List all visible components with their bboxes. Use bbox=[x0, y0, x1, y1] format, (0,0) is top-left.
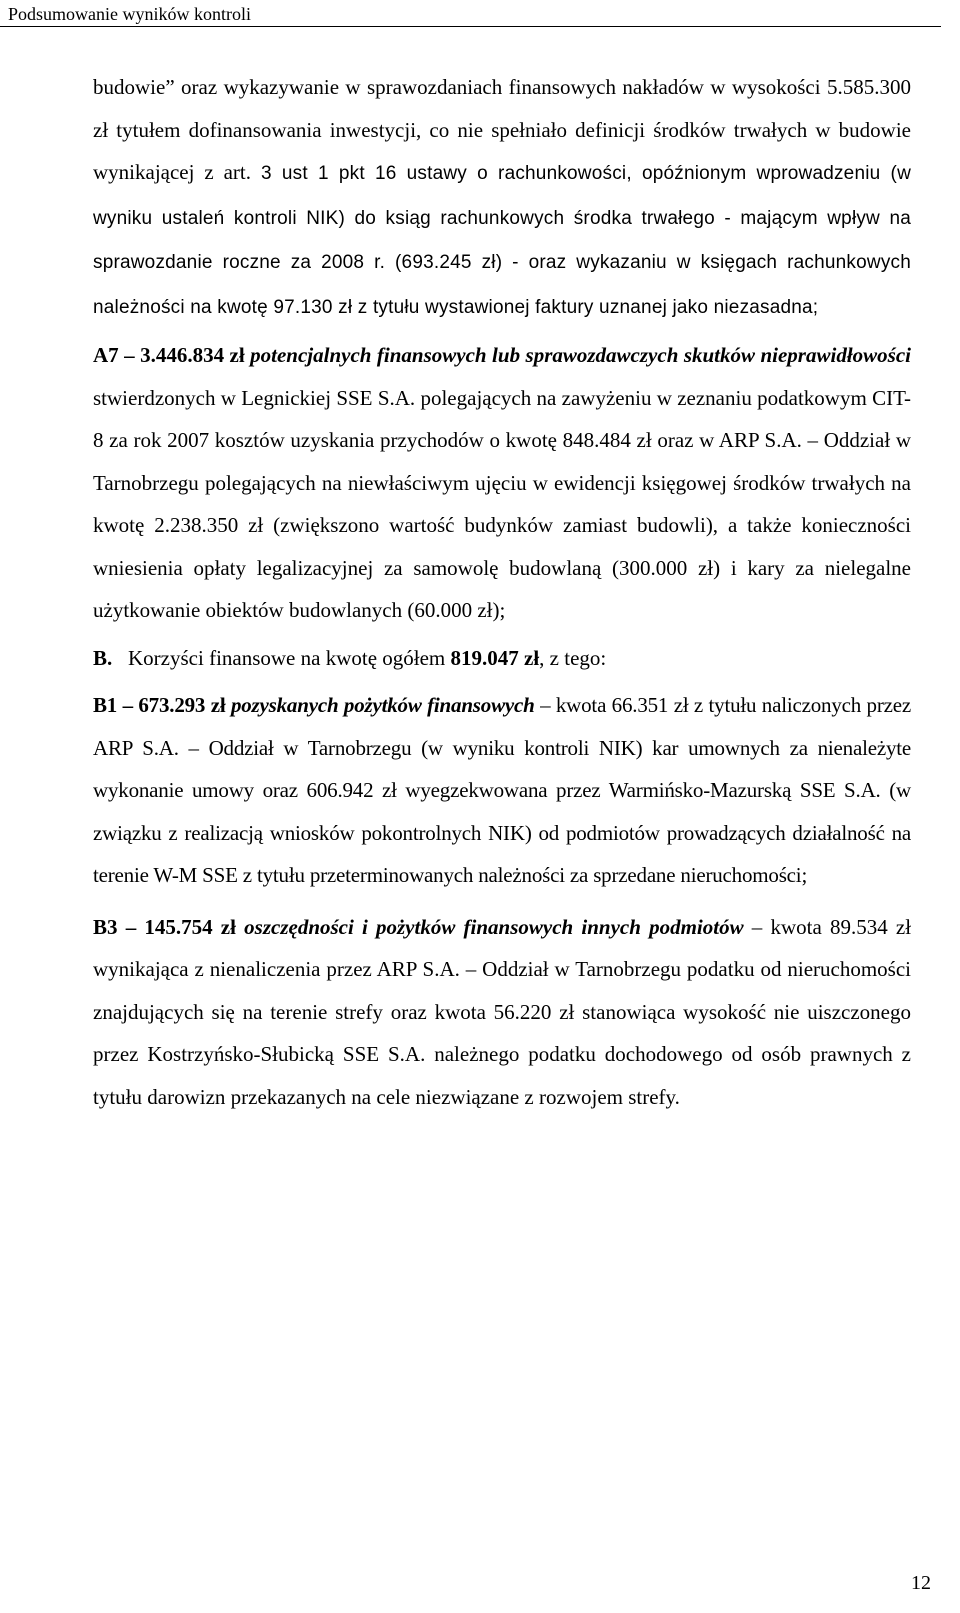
item-b1-amount: 673.293 zł bbox=[138, 693, 226, 717]
item-b-label: B. bbox=[93, 645, 113, 670]
paragraph-continuation-part-2: 3 ust 1 pkt 16 ustawy o rachunkowości, opóźnionym wprowadzeniu (w wyniku ustaleń kontroli NIK) do ksiąg rachunkowych środka trwałego - mającym wpływ na sprawozdanie roczne za 2008 r. (693.245 zł) - oraz wykazaniu w księgach rachunkowych należności na kwotę 97.130 zł z tytułu wystawionej faktury uznanej jako niezasadna; bbox=[93, 163, 911, 318]
item-b3-dash: – bbox=[117, 914, 145, 939]
item-a7-heading: potencjalnych finansowych lub sprawozdawczych skutków nieprawidłowości bbox=[250, 343, 911, 367]
item-b3-label: B3 bbox=[93, 914, 118, 939]
item-a7-text: stwierdzonych w Legnickiej SSE S.A. polegających na zawyżeniu w zeznaniu podatkowym CIT-8 za rok 2007 kosztów uzyskania przychodów o kwotę 848.484 zł oraz w ARP S.A. – Oddział w Tarnobrzegu polegających na niewłaściwym ujęciu w ewidencji księgowej środków trwałych na kwotę 2.238.350 zł (zwiększono wartość budynków zamiast budowli), a także konieczności wniesienia opłaty legalizacyjnej za samowolę budowlaną (300.000 zł) i kary za nielegalne użytkowanie obiektów budowlanych (60.000 zł); bbox=[93, 385, 911, 622]
item-a7 bbox=[93, 334, 911, 632]
paragraph-continuation-part-1: budowie” oraz wykazywanie w sprawozdaniach finansowych nakładów w wysokości 5.585.300 zł tytułem dofinansowania inwestycji, co nie spełniało definicji środków trwałych w budowie wynikającej z art. bbox=[93, 75, 911, 184]
item-b1-label: B1 bbox=[93, 693, 118, 717]
item-b bbox=[93, 637, 911, 680]
item-b1 bbox=[93, 684, 911, 897]
item-b3-heading: oszczędności i pożytków finansowych innych podmiotów bbox=[244, 914, 744, 939]
item-a7-dash: – bbox=[118, 343, 141, 367]
header-rule bbox=[0, 26, 941, 27]
paragraph-continuation bbox=[93, 66, 911, 329]
item-a7-amount: 3.446.834 zł bbox=[140, 343, 245, 367]
item-a7-label: A7 bbox=[93, 343, 119, 367]
document-body bbox=[93, 66, 911, 1118]
item-b-amount: 819.047 zł bbox=[450, 645, 540, 670]
item-b3-amount: 145.754 zł bbox=[144, 914, 236, 939]
item-b1-heading: pozyskanych pożytków finansowych bbox=[230, 693, 535, 717]
item-b-suffix: , z tego: bbox=[539, 645, 607, 670]
item-b3 bbox=[93, 906, 911, 1119]
item-b3-text: – kwota 89.534 zł wynikająca z nienaliczenia przez ARP S.A. – Oddział w Tarnobrzegu podatku od nieruchomości znajdujących się na terenie strefy oraz kwota 56.220 zł stanowiąca wysokość nie uiszczonego przez Kostrzyńsko-Słubicką SSE S.A. należnego podatku dochodowego od osób prawnych z tytułu darowizn przekazanych na cele niezwiązane z rozwojem strefy. bbox=[93, 914, 912, 1109]
page-header-title: Podsumowanie wyników kontroli bbox=[8, 4, 251, 24]
page-number: 12 bbox=[911, 1572, 931, 1594]
item-b-text: Korzyści finansowe na kwotę ogółem bbox=[128, 645, 451, 670]
item-b1-text: – kwota 66.351 zł z tytułu naliczonych przez ARP S.A. – Oddział w Tarnobrzegu (w wyniku kontroli NIK) kar umownych za nienależyte wykonanie umowy oraz 606.942 zł wyegzekwowana przez Warmińsko-Mazurską SSE S.A. (w związku z realizacją wniosków pokontrolnych NIK) od podmiotów prowadzących działalność na terenie W-M SSE z tytułu przeterminowanych należności za sprzedane nieruchomości; bbox=[93, 693, 911, 887]
item-b1-dash: – bbox=[117, 693, 139, 717]
